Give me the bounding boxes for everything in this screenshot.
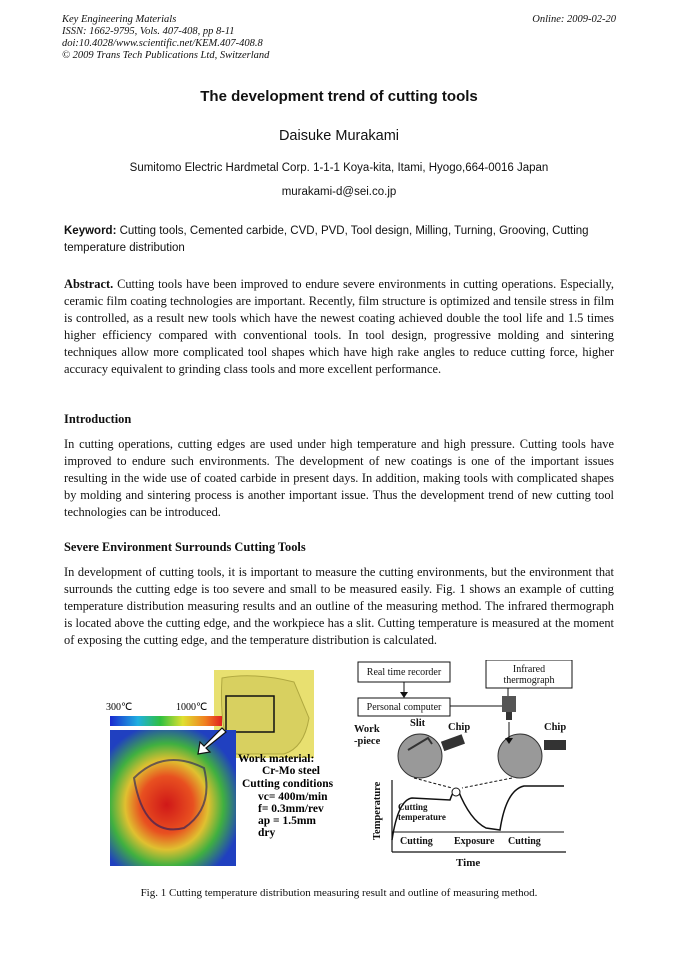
keywords [64,223,614,257]
abstract [64,276,614,378]
thermal-image-figure [104,668,354,868]
chip-label-right: Chip [544,722,567,733]
severe-environment-text: In development of cutting tools, it is important to measure the cutting environments, but the environment that surrounds the cutting edge is too severe and small to be measured easily. Fig. 1 shows an example of cutting temperature distribution measuring results and an outline of the measuring method. The infrared thermograph is located above the cutting edge, and the workpiece has a slit. Cutting temperature is measured at the moment of exposing the cutting edge, and the temperature distribution is calculated. [64,565,614,647]
introduction-text: In cutting operations, cutting edges are used under high temperature and high pressure. Cutting tools have improved to endure such environments. The development of new coatings is one of the important issues resulting in the wide use of coated carbide in present days. In addition, making tools with complicated shapes by molding and sintering process is another important issue. Thus the development trend of new cutting tool technologies can be introduced. [64,437,614,519]
svg-text:Cutting conditions: Cutting conditions [242,778,334,790]
recorder-label: Real time recorder [366,667,442,678]
svg-text:Cr-Mo steel: Cr-Mo steel [262,765,320,777]
scale-min-label: 300℃ [106,702,133,713]
severe-environment-heading: Severe Environment Surrounds Cutting Tools [64,540,306,554]
measuring-method-diagram [352,660,614,870]
affiliation: Sumitomo Electric Hardmetal Corp. 1-1-1 Koya-kita, Itami, Hyogo,664-0016 Japan [129,162,549,174]
doi-line: doi:10.4028/www.scientific.net/KEM.407-408.8 [62,38,263,49]
computer-label: Personal computer [366,702,442,713]
color-scale-bar [110,716,222,726]
chip-label-left: Chip [448,722,471,733]
graph-xlabel: Time [456,857,481,869]
abstract-label: Abstract. [64,277,114,291]
introduction-heading: Introduction [64,412,132,426]
abstract-text: Cutting tools have been improved to endure severe environments in cutting operations. Especially, ceramic film coating technologies are important. Recently, film structure is optimized and tensile stress in film is controlled, as a result new tools which have the newest coating achieved double the tool life and 1.5 times higher efficiency compared with conventional tools. In tool design, progressive molding and sintering techniques allow more complicated tool shapes which have high rake angles to reduce cutting force, higher accuracy equivalent to grinding class tools and more excellent performance. [64,277,614,376]
keywords-label: Keyword: [64,225,117,237]
issn-line: ISSN: 1662-9795, Vols. 407-408, pp 8-11 [62,26,235,37]
copyright-line: © 2009 Trans Tech Publications Ltd, Switzerland [62,50,270,61]
workpiece-label-1: Work [354,724,380,735]
journal-header [62,14,616,62]
phase-exposure: Exposure [454,836,495,847]
curve-label-2: temperature [398,812,446,822]
author-name: Daisuke Murakami [278,128,400,144]
graph-ylabel: Temperature [372,781,383,840]
svg-text:Work material:: Work material: [238,753,315,765]
svg-text:f= 0.3mm/rev: f= 0.3mm/rev [258,803,324,815]
workpiece-left [398,734,442,778]
slit-label: Slit [410,718,426,729]
workpiece-right [498,734,542,778]
paper-title: The development trend of cutting tools [200,88,478,105]
temperature-map [110,730,236,866]
workpiece-label-2: -piece [354,736,381,747]
camera-icon [502,696,516,712]
thermograph-label-2: thermograph [503,675,555,686]
curve-label-1: Cutting [398,802,428,812]
tool-right [544,740,566,750]
svg-text:ap = 1.5mm: ap = 1.5mm [258,815,316,827]
svg-text:dry: dry [258,827,276,839]
online-date: Online: 2009-02-20 [532,14,616,25]
cutting-conditions [238,753,334,839]
keywords-text: Cutting tools, Cemented carbide, CVD, PVD, Tool design, Milling, Turning, Grooving, Cutting temperature distribution [64,225,589,254]
scale-max-label: 1000℃ [176,702,208,713]
phase-cutting-1: Cutting [400,836,433,847]
thermograph-label-1: Infrared [512,664,546,675]
phase-cutting-2: Cutting [508,836,541,847]
figure-caption: Fig. 1 Cutting temperature distribution measuring result and outline of measuring method. [140,887,538,899]
svg-text:vc= 400m/min: vc= 400m/min [258,791,328,803]
author-email[interactable]: murakami-d@sei.co.jp [281,186,397,198]
journal-name: Key Engineering Materials [62,14,177,25]
measure-point [452,788,460,796]
